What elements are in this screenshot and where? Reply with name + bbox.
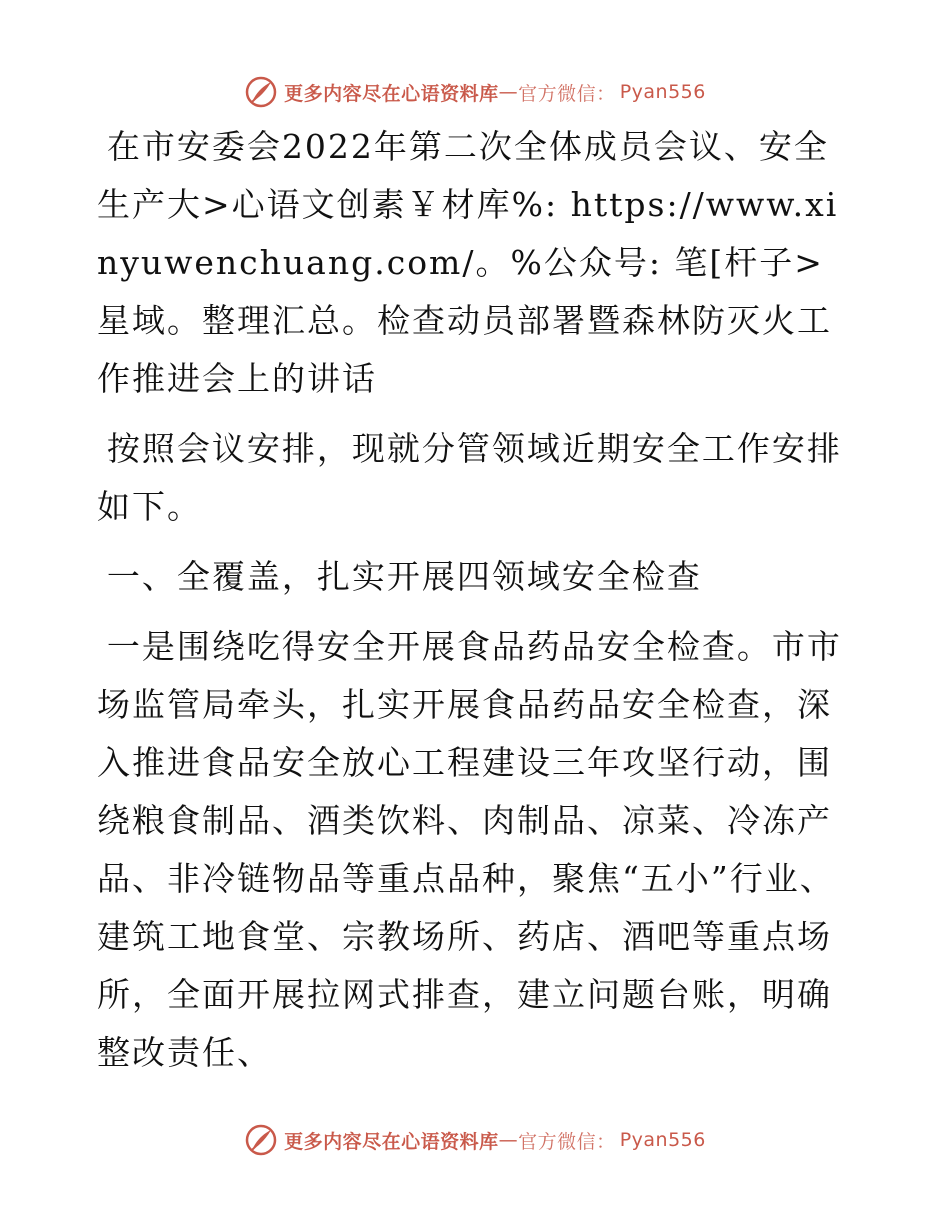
watermark-sub-text: 官方微信： xyxy=(518,1130,616,1153)
watermark-main-text: 更多内容尽在心语资料库 xyxy=(284,82,499,105)
quill-logo-icon xyxy=(244,1123,278,1157)
watermark-footer xyxy=(0,1120,950,1160)
intro-paragraph: 按照会议安排，现就分管领域近期安全工作安排如下。 xyxy=(97,429,842,526)
watermark-header xyxy=(0,72,950,112)
watermark-wechat-id: Pyan556 xyxy=(619,81,706,103)
watermark-sub-text: 官方微信： xyxy=(518,82,616,105)
quill-logo-icon xyxy=(244,75,278,109)
watermark-main-text: 更多内容尽在心语资料库 xyxy=(284,1130,499,1153)
document-title-paragraph: 在市安委会2022年第二次全体成员会议、安全生产大>心语文创素￥材库%: https://www.xinyuwenchuang.com/。%公众号: 笔[杆子>星域。整理汇总。检查动员部署暨森林防灭火工作推进会上的讲话 xyxy=(97,127,839,398)
document-body xyxy=(97,118,857,1094)
watermark-dash: — xyxy=(498,1129,519,1151)
watermark-dash: — xyxy=(498,81,519,103)
section-heading: 一、全覆盖，扎实开展四领域安全检查 xyxy=(106,557,702,596)
watermark-wechat-id: Pyan556 xyxy=(619,1129,706,1151)
body-paragraph: 一是围绕吃得安全开展食品药品安全检查。市市场监管局牵头，扎实开展食品药品安全检查，深入推进食品安全放心工程建设三年攻坚行动，围绕粮食制品、酒类饮料、肉制品、凉菜、冷冻产品、非冷链物品等重点品种，聚焦“五小”行业、建筑工地食堂、宗教场所、药店、酒吧等重点场所，全面开展拉网式排查，建立问题台账，明确整改责任、 xyxy=(97,627,842,1072)
